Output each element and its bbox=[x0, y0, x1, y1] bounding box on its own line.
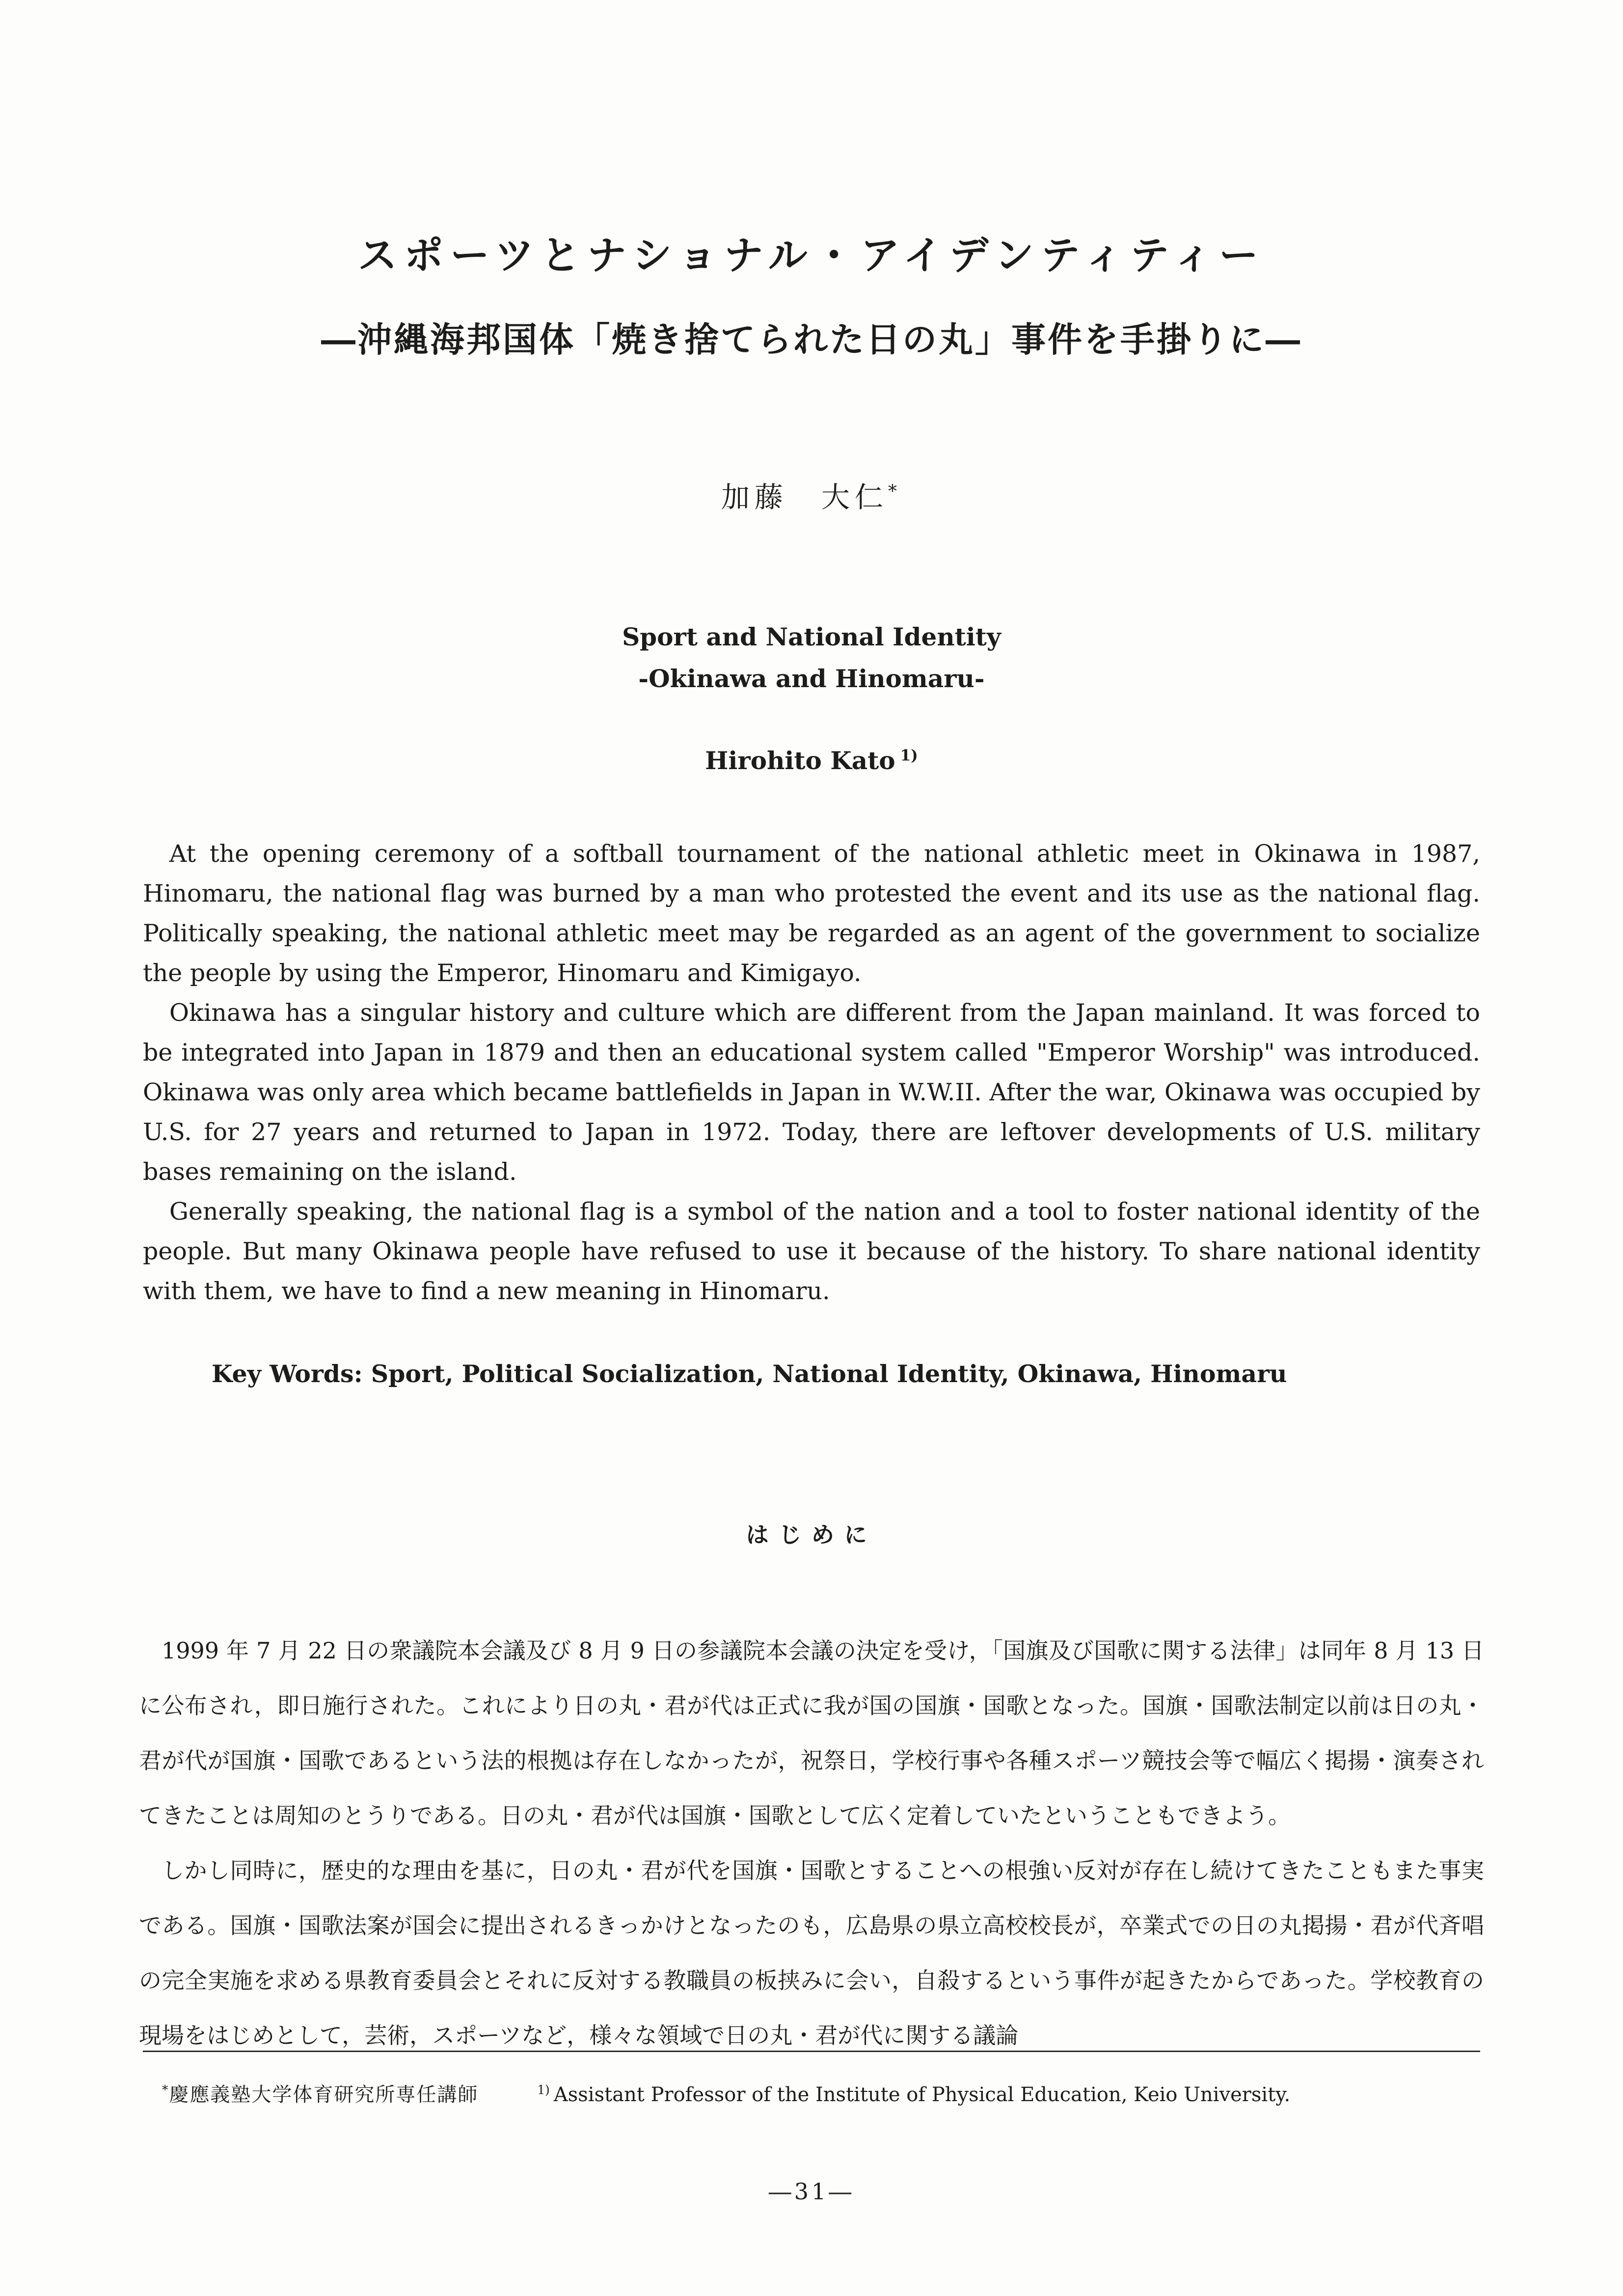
keywords-line: Key Words: Sport, Political Socialization, National Identity, Okinawa, Hinomaru bbox=[212, 1359, 1287, 1388]
abstract-paragraph-2: Okinawa has a singular history and culture which are different from the Japan mainland. It was forced to be integrated into Japan in 1879 and then an educational system called "Emperor Worship" was introduced. Okinawa was only area which became battlefields in Japan in W.W.II. After the war, Okinawa was occupied by U.S. for 27 years and returned to Japan in 1972. Today, there are leftover developments of U.S. military bases remaining on the island. bbox=[143, 998, 1480, 1186]
abstract-paragraph-1: At the opening ceremony of a softball tournament of the national athletic meet in Okinawa in 1987, Hinomaru, the national flag was burned by a man who protested the event and its use as the national flag. Politically speaking, the national athletic meet may be regarded as an agent of the government to socialize the people by using the Emperor, Hinomaru and Kimigayo. bbox=[143, 839, 1480, 987]
author-asterisk-mark: * bbox=[888, 481, 902, 502]
section-heading-hajimeni: はじめに bbox=[746, 1522, 877, 1548]
author-name-japanese bbox=[143, 474, 1480, 515]
footnote-ja-text: 慶應義塾大学体育研究所専任講師 bbox=[169, 2083, 479, 2106]
footnote-en-text: Assistant Professor of the Institute of Physical Education, Keio University. bbox=[553, 2083, 1291, 2106]
paper-title-japanese: スポーツとナショナル・アイデンティティー bbox=[358, 232, 1265, 278]
footnote-number-mark: 1) bbox=[537, 2082, 550, 2097]
author-footnote-mark: 1) bbox=[900, 746, 918, 764]
abstract-paragraph-3: Generally speaking, the national flag is a symbol of the nation and a tool to foster national identity of the people. But many Okinawa people have refused to use it because of the history. To share national identity with them, we have to find a new meaning in Hinomaru. bbox=[143, 1197, 1480, 1305]
page-number: ―31― bbox=[768, 2178, 855, 2205]
body-paragraph-2: しかし同時に，歴史的な理由を基に，日の丸・君が代を国旗・国歌とすることへの根強い反対が存在し続けてきたこともまた事実である。国旗・国歌法案が国会に提出されるきっかけとなったのも，広島県の県立高校校長が，卒業式での日の丸掲揚・君が代斉唱の完全実施を求める県教育委員会とそれに反対する教職員の板挟みに会い，自殺するという事件が起きたからであった。学校教育の現場をはじめとして，芸術，スポーツなど，様々な領域で日の丸・君が代に関する議論 bbox=[139, 1857, 1484, 2049]
body-text-japanese bbox=[139, 1623, 1484, 2063]
author-name-en-text: Hirohito Kato bbox=[705, 746, 895, 775]
footnote-english bbox=[537, 2083, 1290, 2106]
footnote-japanese bbox=[162, 2083, 478, 2106]
author-name-english bbox=[143, 746, 1480, 775]
paper-subtitle-english: -Okinawa and Hinomaru- bbox=[638, 664, 985, 693]
body-paragraph-1: 1999 年 7 月 22 日の衆議院本会議及び 8 月 9 日の参議院本会議の決定を受け，「国旗及び国歌に関する法律」は同年 8 月 13 日に公布され，即日施行された。これにより日の丸・君が代は正式に我が国の国旗・国歌となった。国旗・国歌法制定以前は日の丸・君が代が国旗・国歌であるという法的根拠は存在しなかったが，祝祭日，学校行事や各種スポーツ競技会等で幅広く掲揚・演奏されてきたことは周知のとうりである。日の丸・君が代は国旗・国歌として広く定着していたということもできよう。 bbox=[139, 1637, 1484, 1829]
paper-subtitle-japanese: ―沖縄海邦国体「焼き捨てられた日の丸」事件を手掛りに― bbox=[321, 319, 1302, 360]
footnote-asterisk-mark: * bbox=[162, 2082, 169, 2097]
paper-title-english: Sport and National Identity bbox=[622, 622, 1001, 651]
abstract-section bbox=[143, 834, 1480, 1311]
footnote-line bbox=[162, 2080, 1480, 2109]
content-column bbox=[139, 0, 1484, 2063]
footnote-divider-rule bbox=[143, 2051, 1480, 2052]
author-name-ja-text: 加藤 大仁 bbox=[721, 480, 889, 514]
